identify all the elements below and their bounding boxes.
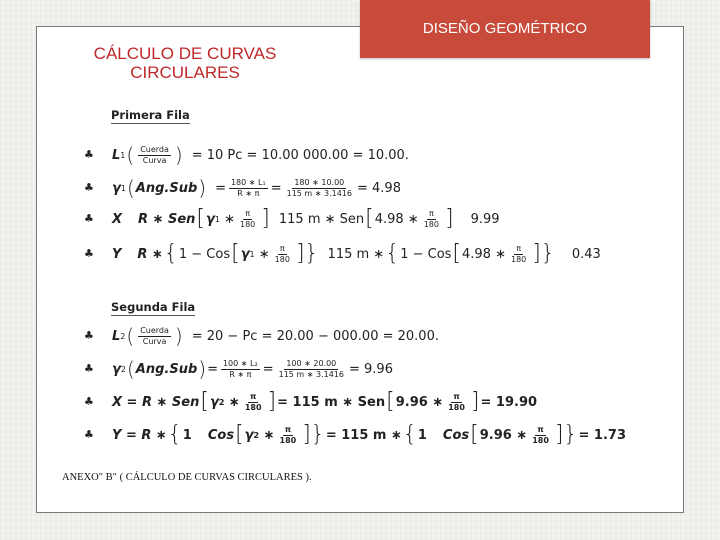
footnote-caption: ANEXO" B" ( CÁLCULO DE CURVAS CIRCULARES ).: [62, 472, 312, 483]
club-bullet-icon: ♣: [84, 395, 94, 408]
fraction: $\frac{\pi}{180}$: [240, 208, 256, 229]
formula-row: ♣ L 2 ( $\frac{\text{Cuerda}}{\text{Curva}}$ ) = 20 − Pc = 20.00 − 000.00 = 20.00.: [84, 324, 439, 348]
fraction: $\frac{\text{Cuerda}}{\text{Curva}}$: [140, 144, 169, 165]
formula-result: = 1.73: [578, 427, 627, 443]
formula-result: = 19.90: [480, 394, 538, 410]
club-bullet-icon: ♣: [84, 181, 94, 194]
fraction: $\frac{180 ∗ 10.00}{115 m ∗ 3.1416}$: [286, 177, 352, 198]
formula-result: = 4.98: [357, 180, 401, 196]
fraction: $\frac{100 ∗ 20.00}{115 m ∗ 3.1416}$: [278, 358, 344, 379]
formula-row: ♣ Y R ∗ { 1 − Cos [ γ 1 ∗ $\frac{\pi}{180}$ ]} 115 m ∗ { 1 − Cos [ 4.98 ∗ $\frac{\pi}{180}$ ]} 0.43: [84, 241, 601, 266]
fraction: $\frac{\pi}{180}$: [274, 243, 290, 264]
fraction: $\frac{\pi}{180}$: [532, 424, 549, 445]
formula-row: ♣ X = R ∗ Sen [ γ 2 ∗ $\frac{\pi}{180}$ ] = 115 m ∗ Sen [ 9.96 ∗ $\frac{\pi}{180}$ ] = 19.90: [84, 389, 538, 414]
formula-row: ♣ L 1 ( $\frac{\text{Cuerda}}{\text{Curva}}$ ) = 10 Pc = 10.00 000.00 = 10.00.: [84, 143, 409, 167]
header-label: DISEÑO GEOMÉTRICO: [422, 20, 588, 37]
formula-row: ♣ X R ∗ Sen [ γ 1 ∗ $\frac{\pi}{180}$ ] 115 m ∗ Sen [ 4.98 ∗ $\frac{\pi}{180}$ ] 9.99: [84, 206, 500, 231]
fraction: $\frac{\text{100 ∗ L₂}}{R ∗ \pi}$: [222, 358, 258, 379]
section-heading-segunda: Segunda Fila: [111, 300, 196, 314]
formula-variable: L: [112, 147, 121, 163]
club-bullet-icon: ♣: [84, 329, 94, 342]
formula-row: ♣ Y = R ∗ { 1 Cos [ γ 2 ∗ $\frac{\pi}{180}$ ]} = 115 m ∗ { 1 Cos [ 9.96 ∗ $\frac{\pi}{180}$ ]} = 1.73: [84, 422, 627, 447]
section-heading-primera: Primera Fila: [111, 108, 190, 122]
club-bullet-icon: ♣: [84, 212, 94, 225]
header-banner: [360, 0, 650, 58]
club-bullet-icon: ♣: [84, 428, 94, 441]
fraction: $\frac{\text{180 ∗ L₁}}{R ∗ \pi}$: [230, 177, 266, 198]
formula-result: 0.43: [571, 246, 601, 262]
club-bullet-icon: ♣: [84, 362, 94, 375]
fraction: $\frac{\pi}{180}$: [423, 208, 439, 229]
fraction: $\frac{\pi}{180}$: [448, 391, 465, 412]
slide-title: CÁLCULO DE CURVAS CIRCULARES: [93, 44, 277, 82]
fraction: $\frac{\pi}{180}$: [244, 391, 262, 412]
formula-result: 9.99: [470, 211, 500, 227]
formula-row: ♣ γ 2 ( Ang.Sub ) = $\frac{\text{100 ∗ L₂}}{R ∗ \pi}$ = $\frac{100 ∗ 20.00}{115 m ∗ 3.1416}$ = 9.96: [84, 357, 393, 381]
club-bullet-icon: ♣: [84, 148, 94, 161]
club-bullet-icon: ♣: [84, 247, 94, 260]
fraction: $\frac{\pi}{180}$: [511, 243, 527, 264]
formula-subscript: 1: [120, 150, 126, 160]
formula-rhs: = 10 Pc = 10.00 000.00 = 10.00.: [191, 147, 409, 163]
formula-rhs: = 20 − Pc = 20.00 − 000.00 = 20.00.: [191, 328, 439, 344]
fraction: $\frac{\pi}{180}$: [279, 424, 297, 445]
fraction: $\frac{\text{Cuerda}}{\text{Curva}}$: [140, 325, 169, 346]
formula-result: = 9.96: [349, 361, 393, 377]
formula-row: ♣ γ 1 ( Ang.Sub ) = $\frac{\text{180 ∗ L₁}}{R ∗ \pi}$ = $\frac{180 ∗ 10.00}{115 m ∗ 3.1416}$ = 4.98: [84, 176, 401, 200]
